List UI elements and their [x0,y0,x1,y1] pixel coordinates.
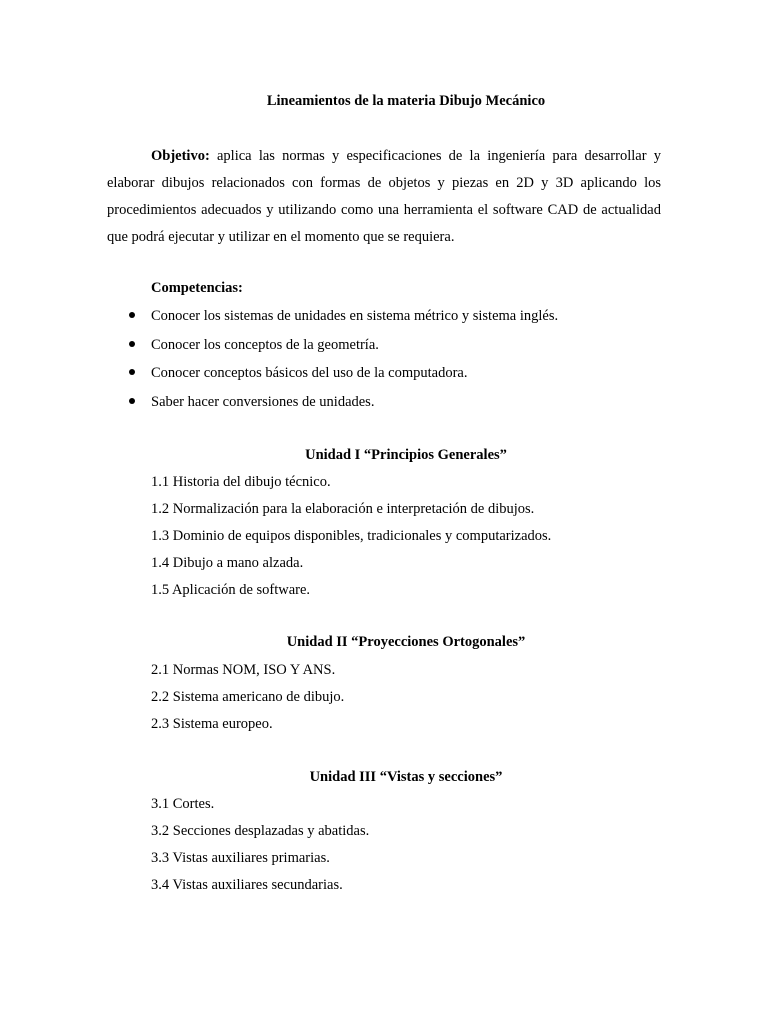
competencies-heading: Competencias: [151,280,243,296]
list-item [151,391,558,420]
document-title: Lineamientos de la materia Dibujo Mecánico [266,93,546,109]
list-item: 1.5 Aplicación de software. [151,582,311,598]
objective-label: Objetivo: [151,148,210,164]
objective-paragraph [107,143,661,251]
list-item [151,334,558,363]
objective-text: aplica las normas y especificaciones de la ingeniería para desarrollar y elaborar dibujos relacionados con formas de objetos y piezas en 2D y 3D aplicando los procedimientos adecuados y utilizando como una herramienta el software CAD de actualidad que podrá ejecutar y utilizar en el momento que se requiera. [107,148,661,245]
list-item [151,305,558,334]
competencies-list [151,305,558,420]
list-item: 3.3 Vistas auxiliares primarias. [151,850,330,866]
list-item: 2.2 Sistema americano de dibujo. [151,689,345,705]
competency-text: Conocer los conceptos de la geometría. [151,336,379,353]
unit-2-title: Unidad II “Proyecciones Ortogonales” [286,634,526,650]
bullet-icon [129,398,135,404]
list-item: 1.2 Normalización para la elaboración e interpretación de dibujos. [151,501,535,517]
competency-text: Conocer conceptos básicos del uso de la computadora. [151,365,468,382]
list-item: 1.3 Dominio de equipos disponibles, tradicionales y computarizados. [151,528,552,544]
bullet-icon [129,312,135,318]
unit-1-topics [151,471,551,606]
list-item: 3.1 Cortes. [151,796,215,812]
list-item: 1.4 Dibujo a mano alzada. [151,555,304,571]
list-item [151,362,558,391]
competency-text: Saber hacer conversiones de unidades. [151,394,375,411]
list-item: 1.1 Historia del dibujo técnico. [151,474,331,490]
competency-text: Conocer los sistemas de unidades en sistema métrico y sistema inglés. [151,308,559,324]
unit-2-topics [151,659,344,740]
list-item: 2.3 Sistema europeo. [151,716,273,732]
unit-1-title: Unidad I “Principios Generales” [305,447,507,463]
list-item: 3.4 Vistas auxiliares secundarias. [151,877,343,893]
list-item: 3.2 Secciones desplazadas y abatidas. [151,823,370,839]
bullet-icon [129,369,135,375]
unit-3-topics [151,793,369,901]
list-item: 2.1 Normas NOM, ISO Y ANS. [151,662,336,678]
unit-3-title: Unidad III “Vistas y secciones” [309,769,503,785]
bullet-icon [129,341,135,347]
